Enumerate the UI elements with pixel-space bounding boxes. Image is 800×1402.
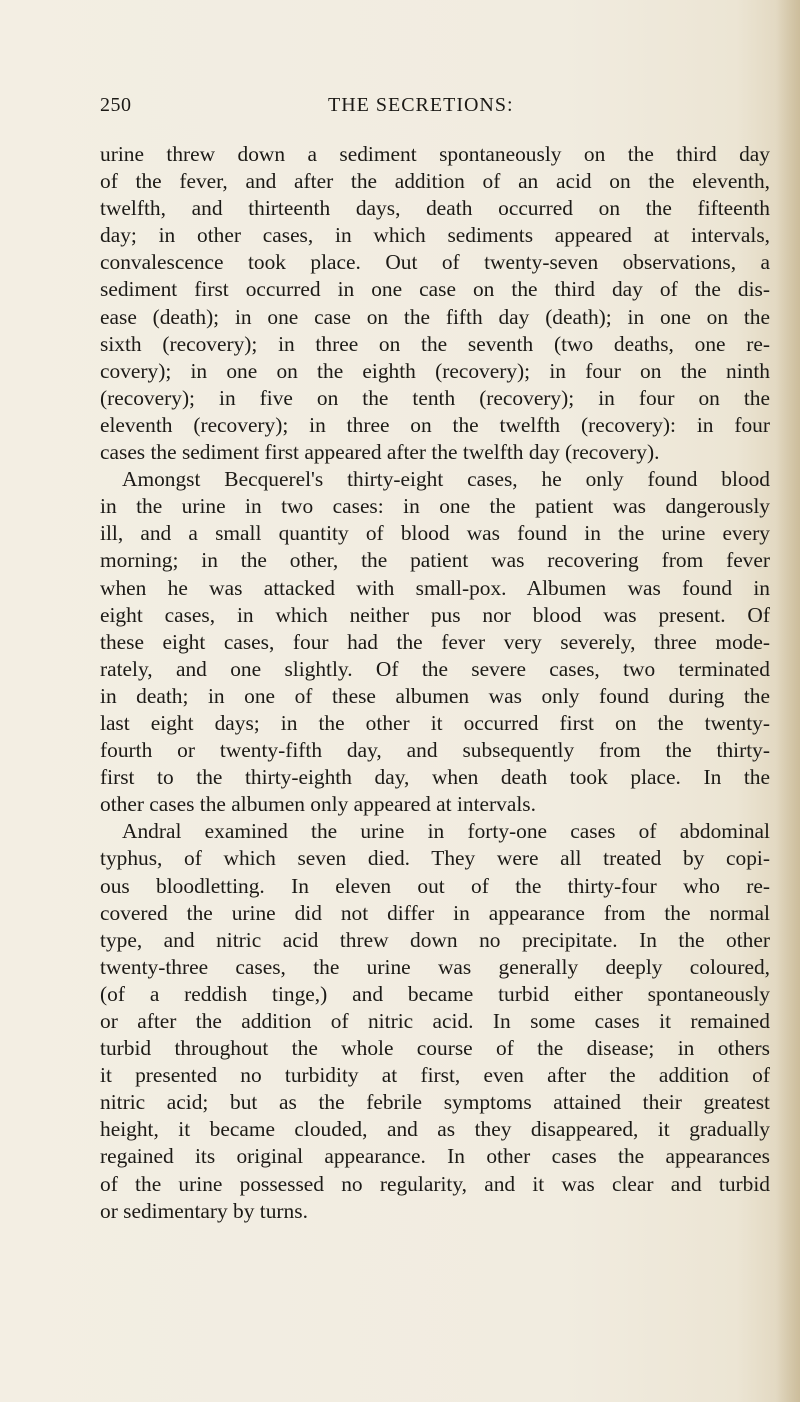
text-line: type, and nitric acid threw down no precipitate. In the other: [100, 927, 770, 952]
text-line: twelfth, and thirteenth days, death occurred on the fifteenth: [100, 196, 770, 221]
text-line: or after the addition of nitric acid. In some cases it remained: [100, 1009, 770, 1033]
text-line: nitric acid; but as the febrile symptoms attained their greatest: [100, 1090, 770, 1115]
text-line: typhus, of which seven died. They were all treated by copi-: [100, 846, 770, 871]
running-title: THE SECRETIONS:: [328, 94, 514, 116]
text-line: morning; in the other, the patient was recovering from fever: [100, 548, 770, 573]
text-line: other cases the albumen only appeared at intervals.: [100, 792, 536, 817]
text-line: sixth (recovery); in three on the seventh (two deaths, one re-: [100, 331, 770, 356]
text-line: ease (death); in one case on the fifth day (death); in one on the: [100, 304, 770, 329]
text-line: height, it became clouded, and as they disappeared, it gradually: [100, 1117, 770, 1142]
text-line: in the urine in two cases: in one the patient was dangerously: [100, 494, 770, 519]
text-line: these eight cases, four had the fever very severely, three mode-: [100, 629, 770, 654]
text-line: ous bloodletting. In eleven out of the thirty-four who re-: [100, 873, 770, 898]
text-line: (recovery); in five on the tenth (recovery); in four on the: [100, 385, 770, 410]
running-header: [100, 94, 760, 124]
text-line: of the urine possessed no regularity, and it was clear and turbid: [100, 1171, 770, 1196]
text-line: eight cases, in which neither pus nor blood was present. Of: [100, 602, 770, 627]
text-line: twenty-three cases, the urine was generally deeply coloured,: [100, 954, 770, 979]
text-line: when he was attacked with small-pox. Albumen was found in: [100, 575, 770, 600]
text-line: sediment first occurred in one case on the third day of the dis-: [100, 277, 770, 302]
body-text: [100, 141, 770, 1225]
text-line: urine threw down a sediment spontaneously on the third day: [100, 142, 770, 166]
text-line: of the fever, and after the addition of an acid on the eleventh,: [100, 169, 770, 194]
text-line: in death; in one of these albumen was only found during the: [100, 683, 770, 708]
text-line: first to the thirty-eighth day, when death took place. In the: [100, 765, 770, 790]
text-line: regained its original appearance. In other cases the appearances: [100, 1144, 770, 1169]
text-line: or sedimentary by turns.: [100, 1198, 308, 1223]
text-line: turbid throughout the whole course of the disease; in others: [100, 1036, 770, 1061]
text-line: covery); in one on the eighth (recovery); in four on the ninth: [100, 358, 770, 383]
text-line: fourth or twenty-fifth day, and subsequently from the thirty-: [100, 738, 770, 763]
text-line: eleventh (recovery); in three on the twelfth (recovery): in four: [100, 412, 770, 437]
text-line: last eight days; in the other it occurred first on the twenty-: [100, 710, 770, 735]
text-line: rately, and one slightly. Of the severe cases, two terminated: [100, 656, 770, 681]
text-line: convalescence took place. Out of twenty-seven observations, a: [100, 250, 770, 275]
page-number: 250: [100, 94, 132, 116]
page-edge-shadow: [776, 0, 800, 1402]
text-line: covered the urine did not differ in appearance from the normal: [100, 900, 770, 925]
text-line: Andral examined the urine in forty-one cases of abdominal: [122, 819, 770, 844]
text-line: it presented no turbidity at first, even after the addition of: [100, 1063, 770, 1088]
text-line: day; in other cases, in which sediments appeared at intervals,: [100, 223, 770, 248]
text-line: ill, and a small quantity of blood was found in the urine every: [100, 521, 770, 546]
text-line: (of a reddish tinge,) and became turbid either spontaneously: [100, 981, 770, 1006]
text-line: cases the sediment first appeared after the twelfth day (recovery).: [100, 440, 660, 465]
text-line: Amongst Becquerel's thirty-eight cases, he only found blood: [122, 467, 770, 492]
